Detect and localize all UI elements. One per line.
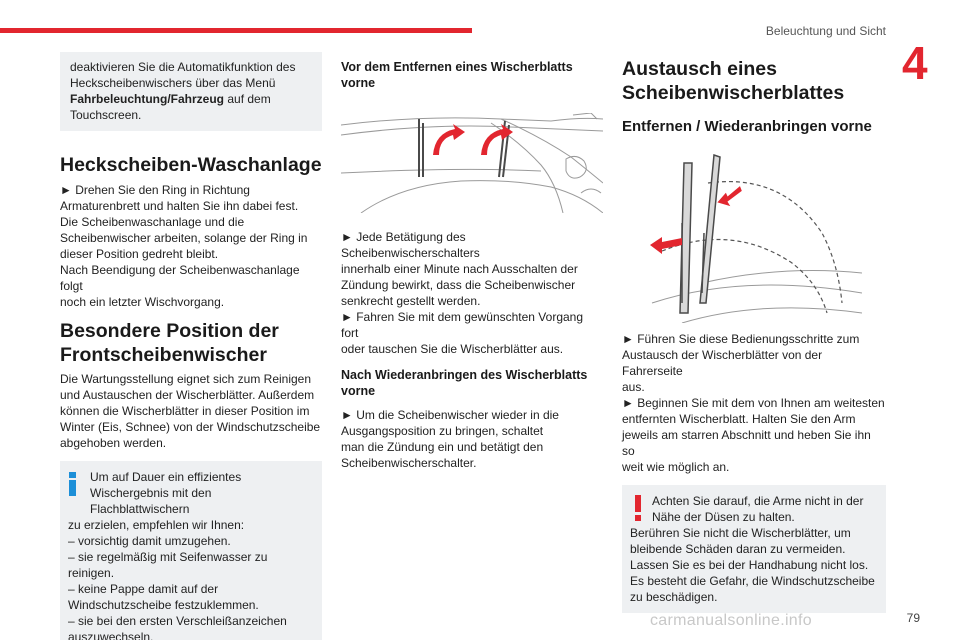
heading-rear-washer: Heckscheiben-Waschanlage bbox=[60, 154, 322, 176]
text-line: innerhalb einer Minute nach Ausschalten der bbox=[341, 262, 578, 276]
box-line bbox=[70, 91, 312, 107]
text-line: ► Fahren Sie mit dem gewünschten Vorgang fort bbox=[341, 310, 584, 340]
heading-line: Vor dem Entfernen eines Wischerblatts bbox=[341, 60, 573, 74]
special-position-text bbox=[60, 371, 322, 451]
text-line: können die Wischerblätter in dieser Position im bbox=[60, 404, 310, 418]
top-accent-bar bbox=[0, 28, 472, 33]
box-line-rest: auf dem bbox=[224, 92, 271, 106]
warning-note bbox=[622, 485, 886, 613]
note-line: bleibende Schäden daran zu vermeiden. bbox=[630, 542, 846, 556]
note-line: Nähe der Düsen zu halten. bbox=[652, 510, 795, 524]
page-number: 79 bbox=[906, 611, 920, 625]
column-right bbox=[622, 52, 886, 613]
note-line: zu erzielen, empfehlen wir Ihnen: bbox=[68, 518, 245, 532]
text-line: Zündung bewirkt, dass die Scheibenwischer bbox=[341, 278, 576, 292]
warning-icon bbox=[634, 495, 642, 521]
text-line: Austausch der Wischerblätter von der Fahrerseite bbox=[622, 348, 823, 378]
note-line: Berühren Sie nicht die Wischerblätter, um bbox=[630, 526, 851, 540]
text-line: und Austauschen der Wischerblätter. Außerdem bbox=[60, 388, 315, 402]
text-line: ► Um die Scheibenwischer wieder in die bbox=[341, 408, 559, 422]
note-line: – vorsichtig damit umzugehen. bbox=[68, 534, 231, 548]
text-line: Scheibenwischer arbeiten, solange der Ring in bbox=[60, 231, 308, 245]
note-line: Es besteht die Gefahr, die Windschutzscheibe bbox=[630, 574, 875, 588]
section-title: Beleuchtung und Sicht bbox=[765, 24, 886, 38]
note-line: – sie bei den ersten Verschleißanzeichen bbox=[68, 614, 287, 628]
info-note bbox=[60, 461, 322, 640]
watermark: carmanualsonline.info bbox=[650, 612, 812, 629]
text-line: Die Wartungsstellung eignet sich zum Reinigen bbox=[60, 372, 312, 386]
note-line: Um auf Dauer ein effizientes bbox=[90, 470, 242, 484]
text-line: Ausgangsposition zu bringen, schaltet bbox=[341, 424, 544, 438]
heading-line: vorne bbox=[341, 384, 376, 398]
heading-line: Austausch eines bbox=[622, 58, 777, 80]
note-line: Achten Sie darauf, die Arme nicht in der bbox=[652, 494, 864, 508]
info-icon bbox=[68, 472, 77, 496]
text-line: Scheibenwischerschalter. bbox=[341, 456, 477, 470]
box-line: deaktivieren Sie die Automatikfunktion des bbox=[70, 60, 296, 74]
text-line: Die Scheibenwaschanlage und die bbox=[60, 215, 245, 229]
text-line: ► Drehen Sie den Ring in Richtung bbox=[60, 183, 250, 197]
rear-washer-text bbox=[60, 182, 322, 310]
menu-path: Fahrbeleuchtung/Fahrzeug bbox=[70, 92, 225, 106]
note-line: – keine Pappe damit auf der bbox=[68, 582, 219, 596]
text-line: aus. bbox=[622, 380, 645, 394]
chapter-number: 4 bbox=[902, 37, 928, 89]
text-line: ► Führen Sie diese Bedienungsschritte zum bbox=[622, 332, 860, 346]
note-line: Wischergebnis mit den Flachblattwischern bbox=[90, 486, 212, 516]
heading-remove-refit-front: Entfernen / Wiederanbringen vorne bbox=[622, 118, 872, 135]
text-line: abgehoben werden. bbox=[60, 436, 167, 450]
text-line: oder tauschen Sie die Wischerblätter aus. bbox=[341, 342, 564, 356]
text-line: jeweils am starren Abschnitt und heben Sie ihn so bbox=[622, 428, 871, 458]
note-line: Windschutzscheibe festzuklemmen. bbox=[68, 598, 259, 612]
heading-line: Frontscheibenwischer bbox=[60, 344, 267, 366]
text-line: man die Zündung ein und betätigt den bbox=[341, 440, 544, 454]
column-middle bbox=[341, 52, 603, 471]
text-line: Armaturenbrett und halten Sie ihn dabei fest. bbox=[60, 199, 299, 213]
heading-line: vorne bbox=[341, 76, 376, 90]
text-line: senkrecht gestellt werden. bbox=[341, 294, 481, 308]
note-line: – sie regelmäßig mit Seifenwasser zu reinigen. bbox=[68, 550, 268, 580]
heading-after-refitting bbox=[341, 367, 603, 399]
text-line: dieser Position gedreht bleibt. bbox=[60, 247, 219, 261]
box-line: Heckscheibenwischers über das Menü bbox=[70, 76, 276, 90]
wiper-blade-removal-illustration bbox=[622, 153, 862, 323]
text-line: noch ein letzter Wischvorgang. bbox=[60, 295, 225, 309]
replacement-text bbox=[622, 331, 886, 475]
heading-special-position bbox=[60, 319, 322, 367]
column-left bbox=[60, 52, 322, 640]
continued-text-box bbox=[60, 52, 322, 131]
wiper-service-position-illustration bbox=[341, 113, 603, 213]
text-line: ► Jede Betätigung des Scheibenwischerschalters bbox=[341, 230, 480, 260]
before-removal-text bbox=[341, 229, 603, 357]
text-line: weit wie möglich an. bbox=[622, 460, 730, 474]
text-line: ► Beginnen Sie mit dem von Ihnen am weitesten bbox=[622, 396, 885, 410]
heading-line: Scheibenwischerblattes bbox=[622, 82, 845, 104]
heading-line: Besondere Position der bbox=[60, 320, 279, 342]
heading-blade-replacement bbox=[622, 57, 886, 105]
heading-line: Nach Wiederanbringen des Wischerblatts bbox=[341, 368, 588, 382]
note-line: Lassen Sie es bei der Handhabung nicht los. bbox=[630, 558, 869, 572]
heading-before-removal bbox=[341, 59, 603, 91]
after-refitting-text bbox=[341, 407, 603, 471]
text-line: Nach Beendigung der Scheibenwaschanlage folgt bbox=[60, 263, 300, 293]
box-line: Touchscreen. bbox=[70, 108, 142, 122]
note-line: auszuwechseln. bbox=[68, 630, 154, 640]
text-line: Winter (Eis, Schnee) von der Windschutzscheibe bbox=[60, 420, 321, 434]
note-line: zu beschädigen. bbox=[630, 590, 718, 604]
text-line: entfernten Wischerblatt. Halten Sie den Arm bbox=[622, 412, 856, 426]
